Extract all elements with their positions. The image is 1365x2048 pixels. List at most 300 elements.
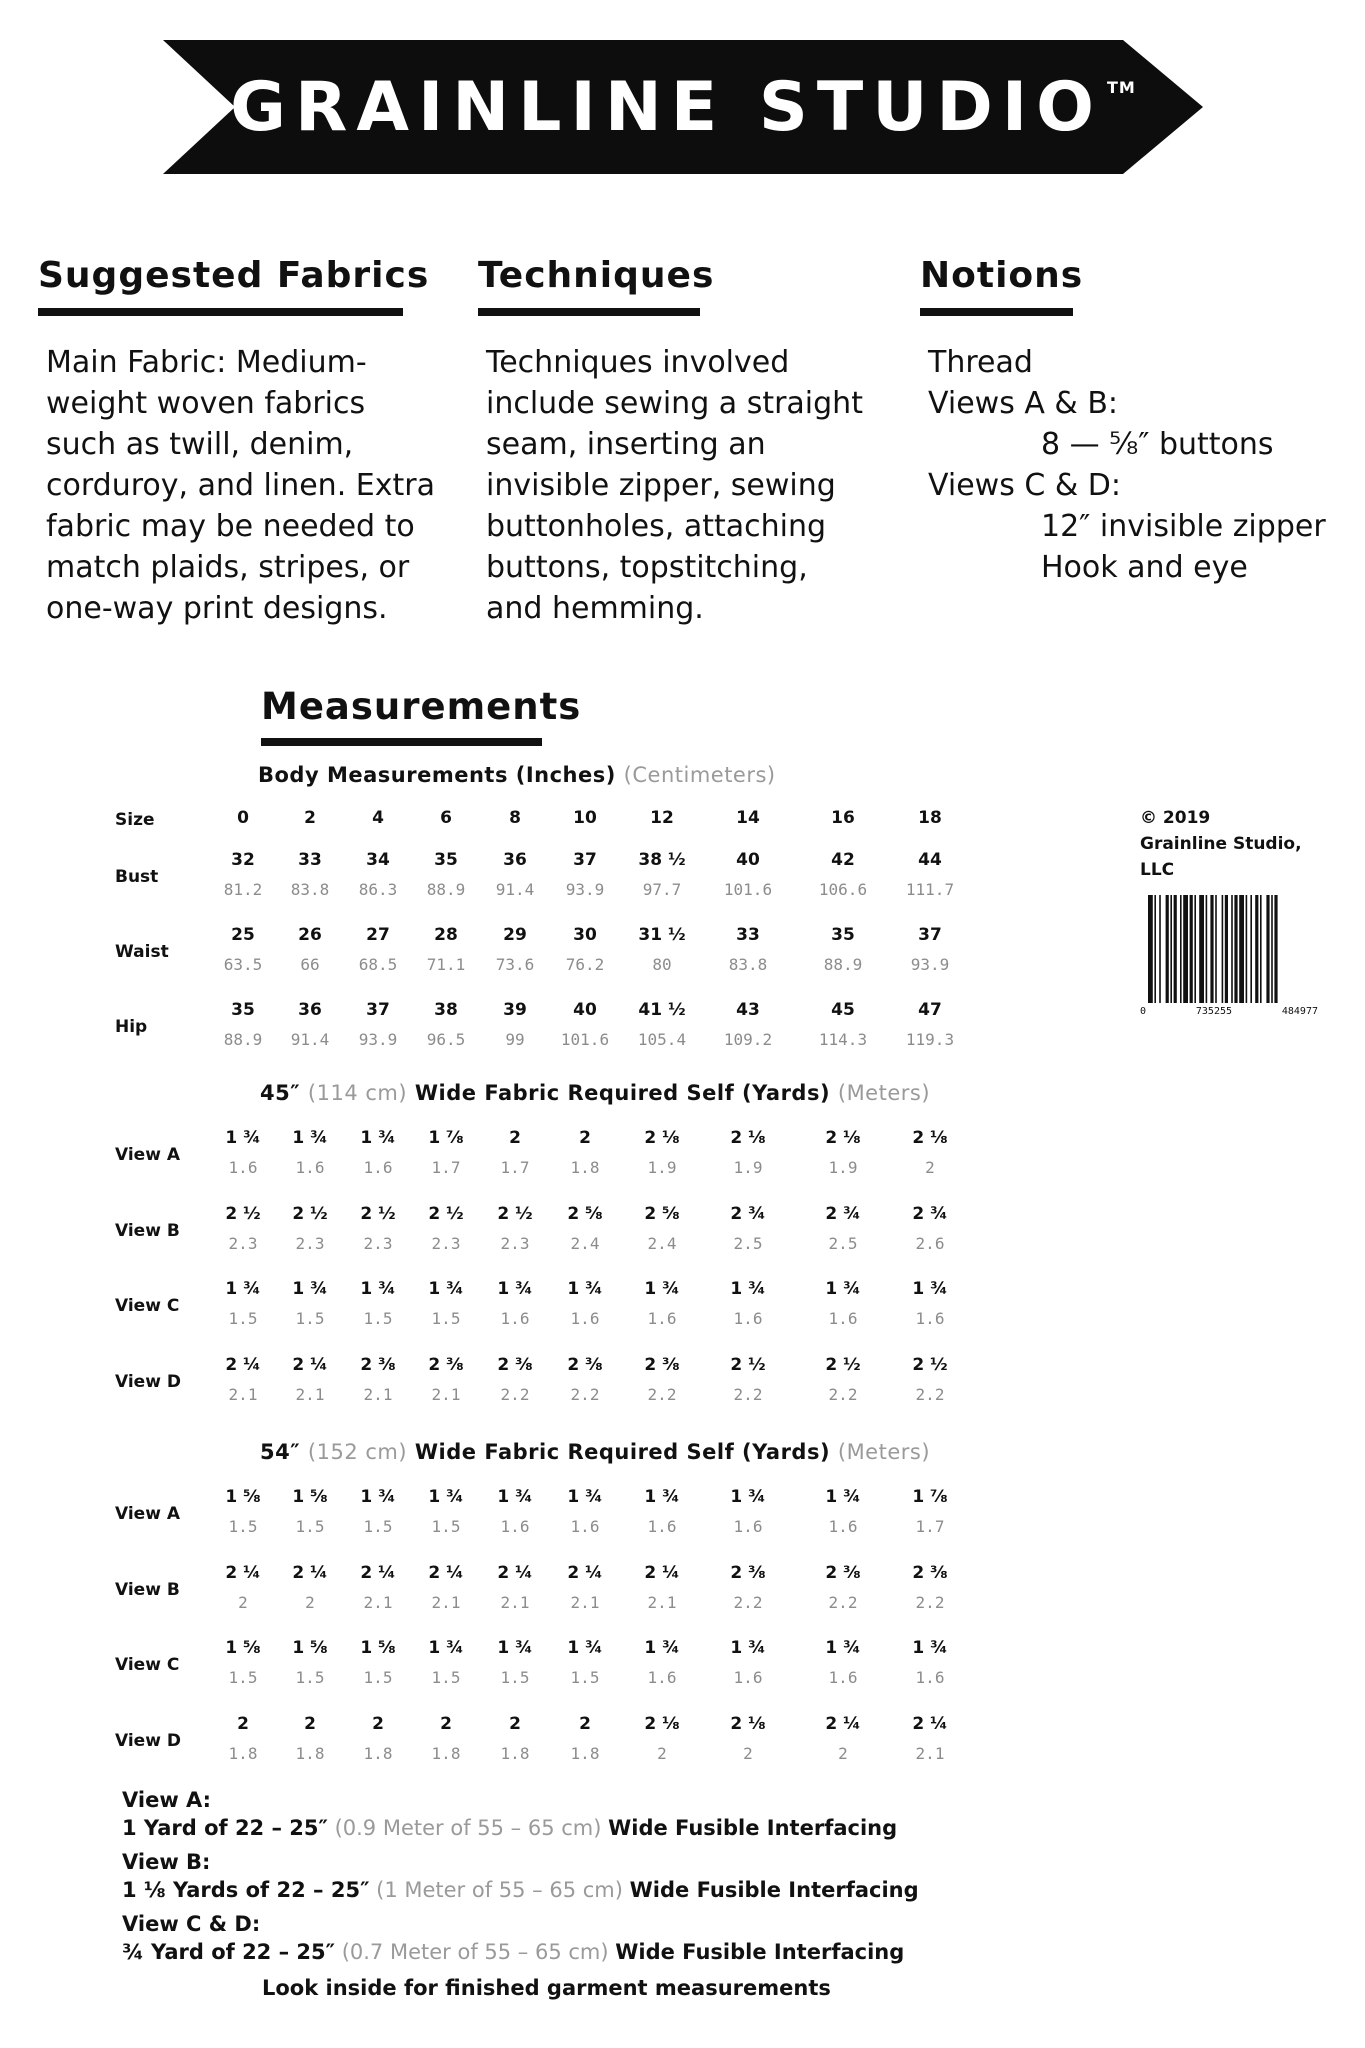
- body-measurement-row-secondary-cell: 101.6: [723, 880, 773, 899]
- fabric-54-row-primary-cell: 1 ¾: [644, 1638, 680, 1658]
- fabric-45-row-secondary-cell: 2.2: [570, 1384, 600, 1404]
- fabric-45-row-label: View C: [115, 1296, 180, 1316]
- fabric-54-row-primary-cell: 2 ⅜: [730, 1562, 766, 1583]
- fabric-45-row-primary-cell: 1 ⅞: [428, 1128, 464, 1148]
- fabric-45-row-secondary-cell: 1.6: [500, 1309, 530, 1328]
- body-measurement-row-primary-cell: 36: [298, 1000, 322, 1020]
- suggested-fabrics-heading: Suggested Fabrics: [38, 255, 430, 296]
- fabric-54-row-primary-cell: 1 ¾: [825, 1638, 861, 1658]
- body-measurement-row-primary-cell: 27: [366, 925, 390, 945]
- fabric-54-row-primary-cell: 2 ¼: [360, 1562, 396, 1583]
- notions-item: 8 — ⅝″ buttons: [1041, 427, 1274, 462]
- fabric-45-row-secondary-cell: 1.9: [647, 1158, 677, 1177]
- fabric-45-row-secondary-cell: 2.5: [828, 1233, 858, 1253]
- fabric-54-row-primary-cell: 2: [579, 1713, 591, 1734]
- techniques-text-line: Techniques involved: [486, 345, 790, 380]
- fabric-45-row-primary-cell: 2 ⅛: [644, 1128, 680, 1148]
- interfacing-line: [122, 1814, 919, 1842]
- fabric-45-row-primary-cell: 1 ¾: [360, 1279, 396, 1299]
- barcode-digits-left: 735255: [1195, 1006, 1233, 1017]
- fabric-45-title: [260, 1081, 930, 1105]
- fabric-45-row-secondary-cell: 2.2: [647, 1384, 677, 1404]
- body-measurement-row-secondary-cell: 93.9: [565, 880, 605, 899]
- fabric-45-row-primary-cell: 1 ¾: [567, 1279, 603, 1299]
- body-measurement-row-secondary-cell: 63.5: [223, 955, 263, 974]
- heading-underline: [261, 738, 542, 746]
- fabric-54-row-secondary-cell: 1.5: [431, 1517, 461, 1536]
- notions-list: [920, 342, 1326, 588]
- fabric-45-row-primary-cell: 1 ¾: [292, 1128, 328, 1148]
- fabric-45-row-label: View A: [115, 1145, 180, 1165]
- fabric-54-row-secondary-cell: 1.8: [500, 1743, 530, 1763]
- fabric-54-row-label: View D: [115, 1730, 181, 1751]
- fabric-45-row-primary-cell: 1 ¾: [497, 1279, 533, 1299]
- fabric-54-row-primary-cell: 1 ¾: [428, 1638, 464, 1658]
- fabric-54-row-primary-cell: 1 ¾: [567, 1638, 603, 1658]
- interfacing-view-label: View A:: [122, 1788, 212, 1812]
- body-measurements-title-text: Body Measurements (Inches): [258, 763, 616, 787]
- fabric-45-row-secondary-cell: 2.2: [915, 1384, 945, 1404]
- fabric-45-row-primary-cell: 2 ⅛: [912, 1128, 948, 1148]
- fabric-45-row-primary-cell: 2 ⅜: [428, 1354, 464, 1375]
- fabric-54-width: 54″: [260, 1440, 301, 1464]
- fabric-45-row-secondary-cell: 1.9: [733, 1158, 763, 1177]
- brand-name: GRAINLINE STUDIO: [230, 67, 1103, 147]
- fabric-54-row-primary-cell: 1 ¾: [730, 1487, 766, 1507]
- fabrics-text-line: Main Fabric: Medium-: [46, 345, 367, 380]
- body-measurement-row-secondary-cell: 86.3: [358, 880, 398, 899]
- fabric-54-row-secondary-cell: 1.5: [295, 1517, 325, 1536]
- suggested-fabrics-text: [38, 342, 435, 629]
- fabric-45-row-primary-cell: 2 ⅜: [360, 1354, 396, 1375]
- fabric-45-row-secondary-cell: 1.9: [828, 1158, 858, 1177]
- fabric-45-row-primary-cell: 2 ⅜: [497, 1354, 533, 1375]
- fabric-54-row-primary-cell: 1 ¾: [567, 1487, 603, 1507]
- body-measurement-row-secondary-cell: 76.2: [565, 955, 605, 974]
- fabric-54-row-secondary-cell: 2: [657, 1743, 667, 1763]
- fabric-54-row-secondary-cell: 2.2: [828, 1592, 858, 1612]
- fabric-45-row-secondary-cell: 1.7: [500, 1158, 530, 1177]
- fabric-54-row-secondary-cell: 1.8: [431, 1743, 461, 1763]
- fabric-54-row-secondary-cell: 1.5: [363, 1668, 393, 1687]
- body-measurement-row-primary-cell: 34: [366, 850, 390, 870]
- body-measurement-row-primary-cell: 36: [503, 850, 527, 870]
- body-measurement-row-secondary-cell: 81.2: [223, 880, 263, 899]
- fabric-54-row-primary-cell: 2 ⅜: [825, 1562, 861, 1583]
- fabric-54-row-primary-cell: 2 ¼: [497, 1562, 533, 1583]
- body-measurement-row-primary-cell: 44: [918, 850, 942, 870]
- copyright-year: © 2019: [1140, 808, 1211, 828]
- fabric-54-row-primary-cell: 1 ⅝: [292, 1487, 328, 1507]
- body-measurement-row-primary-cell: 39: [503, 1000, 527, 1020]
- fabric-54-title-alt: (Meters): [837, 1440, 931, 1464]
- body-measurement-row-primary-cell: 33: [298, 850, 322, 870]
- fabric-54-row-secondary-cell: 1.6: [828, 1668, 858, 1687]
- fabric-54-row-label: View C: [115, 1655, 180, 1675]
- fabric-45-row-primary-cell: 2 ½: [825, 1354, 861, 1375]
- body-measurement-row-secondary-cell: 111.7: [905, 880, 955, 899]
- body-measurement-row-secondary-cell: 91.4: [290, 1030, 330, 1049]
- interfacing-amount: 1 ⅛ Yards of 22 – 25″: [122, 1878, 370, 1902]
- fabric-45-row-secondary-cell: 1.5: [363, 1309, 393, 1328]
- body-measurement-row-secondary-cell: 96.5: [426, 1030, 466, 1049]
- fabric-45-row-primary-cell: 2 ¾: [730, 1203, 766, 1224]
- fabric-54-row-primary-cell: 2: [509, 1713, 521, 1734]
- techniques-heading: Techniques: [478, 255, 715, 296]
- body-measurement-row-secondary-cell: 109.2: [723, 1030, 773, 1049]
- body-measurement-row-secondary-cell: 66: [300, 955, 320, 974]
- heading-underline: [920, 308, 1073, 316]
- fabric-45-row-secondary-cell: 2: [925, 1158, 935, 1177]
- body-measurement-row-primary-cell: 26: [298, 925, 322, 945]
- body-measurement-row-primary-cell: 37: [366, 1000, 390, 1020]
- barcode-image: [1148, 895, 1310, 1013]
- body-measurement-row-primary-cell: 35: [831, 925, 855, 945]
- interfacing-line: [122, 1876, 919, 1904]
- fabrics-text-line: match plaids, stripes, or: [46, 550, 410, 585]
- fabric-54-row-secondary-cell: 2: [305, 1592, 315, 1612]
- fabric-54-row-primary-cell: 2: [440, 1713, 452, 1734]
- fabric-45-row-secondary-cell: 2.2: [828, 1384, 858, 1404]
- body-measurement-row-primary-cell: 33: [736, 925, 760, 945]
- notions-section: [920, 255, 1326, 588]
- brand-title: [163, 40, 1203, 174]
- interfacing-amount: ¾ Yard of 22 – 25″: [122, 1940, 336, 1964]
- fabric-45-row-secondary-cell: 2.3: [500, 1233, 530, 1253]
- fabric-45-row-secondary-cell: 1.6: [733, 1309, 763, 1328]
- fabric-54-row-secondary-cell: 2.1: [500, 1592, 530, 1612]
- copyright-owner-suffix: LLC: [1140, 860, 1175, 880]
- fabric-45-row-secondary-cell: 2.1: [431, 1384, 461, 1404]
- fabric-45-row-secondary-cell: 2.3: [228, 1233, 258, 1253]
- fabric-45-row-primary-cell: 2 ½: [497, 1203, 533, 1224]
- body-measurement-row-primary-cell: 32: [231, 850, 255, 870]
- interfacing-amount-metric: (1 Meter of 55 – 65 cm): [369, 1878, 630, 1902]
- fabric-45-row-primary-cell: 2: [509, 1128, 521, 1148]
- size-header-cell: 6: [440, 808, 452, 828]
- body-measurement-row-label: Waist: [115, 942, 169, 962]
- fabric-54-row-secondary-cell: 1.8: [570, 1743, 600, 1763]
- body-measurement-row-secondary-cell: 106.6: [818, 880, 868, 899]
- fabric-45-row-secondary-cell: 2.1: [363, 1384, 393, 1404]
- fabric-54-row-label: View A: [115, 1504, 180, 1524]
- fabric-54-row-primary-cell: 2: [304, 1713, 316, 1734]
- fabric-45-row-secondary-cell: 2.2: [733, 1384, 763, 1404]
- suggested-fabrics-section: [38, 255, 435, 629]
- notions-item: Thread: [928, 345, 1033, 380]
- fabric-54-row-secondary-cell: 1.6: [733, 1668, 763, 1687]
- body-measurement-row-primary-cell: 25: [231, 925, 255, 945]
- body-measurement-row-secondary-cell: 119.3: [905, 1030, 955, 1049]
- fabric-54-row-primary-cell: 1 ¾: [912, 1638, 948, 1658]
- size-header-cell: 18: [918, 808, 942, 828]
- fabric-45-row-primary-cell: 2 ½: [428, 1203, 464, 1224]
- fabrics-text-line: such as twill, denim,: [46, 427, 354, 462]
- trademark-mark: TM: [1106, 78, 1136, 97]
- fabric-45-row-primary-cell: 2 ⅛: [730, 1128, 766, 1148]
- fabric-45-row-primary-cell: 2 ⅝: [567, 1203, 603, 1224]
- fabrics-text-line: one-way print designs.: [46, 591, 388, 626]
- fabric-45-row-primary-cell: 2 ½: [912, 1354, 948, 1375]
- body-measurement-row-secondary-cell: 105.4: [637, 1030, 687, 1049]
- fabric-54-row-primary-cell: 1 ¾: [825, 1487, 861, 1507]
- fabric-54-row-secondary-cell: 2.1: [915, 1743, 945, 1763]
- size-header-cell: 4: [372, 808, 384, 828]
- fabric-54-row-primary-cell: 1 ¾: [428, 1487, 464, 1507]
- fabric-54-row-primary-cell: 1 ¾: [497, 1638, 533, 1658]
- fabric-45-row-primary-cell: 1 ¾: [730, 1279, 766, 1299]
- fabric-45-row-primary-cell: 1 ¾: [225, 1128, 261, 1148]
- fabric-45-row-primary-cell: 1 ¾: [825, 1279, 861, 1299]
- fabric-54-row-primary-cell: 2 ¼: [825, 1713, 861, 1734]
- fabric-54-row-secondary-cell: 1.5: [228, 1668, 258, 1687]
- body-measurement-row-secondary-cell: 93.9: [910, 955, 950, 974]
- fabric-45-row-secondary-cell: 1.6: [295, 1158, 325, 1177]
- interfacing-requirements: [122, 1780, 919, 1966]
- fabric-45-row-primary-cell: 2: [579, 1128, 591, 1148]
- techniques-text-line: include sewing a straight: [486, 386, 863, 421]
- fabric-54-row-secondary-cell: 1.6: [915, 1668, 945, 1687]
- heading-underline: [38, 308, 403, 316]
- fabric-54-row-primary-cell: 2 ⅛: [730, 1713, 766, 1734]
- fabric-54-row-secondary-cell: 2.1: [431, 1592, 461, 1612]
- fabric-45-row-primary-cell: 1 ¾: [912, 1279, 948, 1299]
- body-measurement-row-primary-cell: 31 ½: [638, 925, 686, 945]
- body-measurement-row-label: Bust: [115, 867, 159, 887]
- fabric-54-row-primary-cell: 1 ⅝: [225, 1638, 261, 1658]
- fabric-54-row-secondary-cell: 1.8: [228, 1743, 258, 1763]
- fabric-45-row-primary-cell: 1 ¾: [360, 1128, 396, 1148]
- fabric-45-row-primary-cell: 1 ¾: [292, 1279, 328, 1299]
- fabric-54-row-primary-cell: 1 ⅝: [225, 1487, 261, 1507]
- notions-item: Hook and eye: [1041, 550, 1248, 585]
- fabric-45-row-secondary-cell: 2.4: [570, 1233, 600, 1253]
- fabric-45-row-secondary-cell: 2.3: [363, 1233, 393, 1253]
- barcode-digits: [1140, 1006, 1318, 1017]
- fabric-45-row-primary-cell: 1 ¾: [225, 1279, 261, 1299]
- body-measurement-row-primary-cell: 41 ½: [638, 1000, 686, 1020]
- notions-item: Views A & B:: [928, 386, 1119, 421]
- copyright-owner: Grainline Studio,: [1140, 834, 1302, 854]
- barcode-digits-right: 484977: [1281, 1006, 1318, 1017]
- fabric-45-row-secondary-cell: 1.6: [828, 1309, 858, 1328]
- body-measurements-title-alt: (Centimeters): [623, 763, 776, 787]
- interfacing-amount-metric: (0.7 Meter of 55 – 65 cm): [335, 1940, 616, 1964]
- fabric-45-row-label: View B: [115, 1220, 180, 1241]
- techniques-text-line: and hemming.: [486, 591, 704, 626]
- size-header-cell: 10: [573, 808, 597, 828]
- fabric-45-row-secondary-cell: 1.8: [570, 1158, 600, 1177]
- techniques-section: [478, 255, 863, 629]
- header-banner: [163, 40, 1203, 174]
- fabric-54-row-secondary-cell: 2.1: [363, 1592, 393, 1612]
- fabrics-text-line: corduroy, and linen. Extra: [46, 468, 435, 503]
- fabric-54-row-primary-cell: 2 ¼: [644, 1562, 680, 1583]
- fabric-45-title-alt: (Meters): [837, 1081, 931, 1105]
- fabric-54-row-primary-cell: 2 ¼: [292, 1562, 328, 1583]
- body-measurement-row-secondary-cell: 88.9: [823, 955, 863, 974]
- size-header-cell: 8: [509, 808, 521, 828]
- fabric-54-row-secondary-cell: 1.5: [228, 1517, 258, 1536]
- body-measurement-row-primary-cell: 37: [573, 850, 597, 870]
- fabric-45-row-primary-cell: 2 ⅝: [644, 1203, 680, 1224]
- fabric-54-width-cm: (152 cm): [307, 1440, 408, 1464]
- size-header-cell: 12: [650, 808, 674, 828]
- interfacing-view-label: View B:: [122, 1850, 211, 1874]
- fabric-54-row-secondary-cell: 1.5: [363, 1517, 393, 1536]
- body-measurement-row-secondary-cell: 97.7: [642, 880, 682, 899]
- fabric-54-row-secondary-cell: 1.5: [570, 1668, 600, 1687]
- fabric-54-row-secondary-cell: 1.6: [828, 1517, 858, 1536]
- body-measurement-row-primary-cell: 42: [831, 850, 855, 870]
- fabric-54-row-secondary-cell: 2.2: [915, 1592, 945, 1612]
- size-header-cell: 16: [831, 808, 855, 828]
- copyright-block: [1140, 805, 1330, 883]
- fabric-54-row-primary-cell: 1 ¾: [644, 1487, 680, 1507]
- body-measurement-row-primary-cell: 38: [434, 1000, 458, 1020]
- size-header-cell: 0: [237, 808, 249, 828]
- fabric-45-row-secondary-cell: 2.5: [733, 1233, 763, 1253]
- fabric-45-row-secondary-cell: 1.5: [431, 1309, 461, 1328]
- fabric-54-row-secondary-cell: 1.5: [431, 1668, 461, 1687]
- fabric-54-row-primary-cell: 2 ¼: [567, 1562, 603, 1583]
- fabric-54-row-primary-cell: 1 ¾: [497, 1487, 533, 1507]
- body-measurement-row-primary-cell: 45: [831, 1000, 855, 1020]
- fabric-45-row-secondary-cell: 2.3: [431, 1233, 461, 1253]
- heading-underline: [478, 308, 700, 316]
- fabric-45-row-secondary-cell: 1.5: [295, 1309, 325, 1328]
- fabric-54-row-secondary-cell: 2: [743, 1743, 753, 1763]
- fabric-45-row-primary-cell: 2 ⅜: [644, 1354, 680, 1375]
- body-measurement-row-primary-cell: 40: [736, 850, 760, 870]
- fabric-45-row-primary-cell: 1 ¾: [644, 1279, 680, 1299]
- interfacing-amount: 1 Yard of 22 – 25″: [122, 1816, 328, 1840]
- notions-heading: Notions: [920, 255, 1084, 296]
- body-measurement-row-primary-cell: 29: [503, 925, 527, 945]
- body-measurement-row-secondary-cell: 91.4: [495, 880, 535, 899]
- fabric-54-row-secondary-cell: 1.8: [363, 1743, 393, 1763]
- fabric-45-row-secondary-cell: 1.6: [915, 1309, 945, 1328]
- body-measurement-row-primary-cell: 37: [918, 925, 942, 945]
- body-measurement-row-primary-cell: 35: [434, 850, 458, 870]
- fabric-45-row-primary-cell: 2 ¼: [225, 1354, 261, 1375]
- fabric-54-title-text: Wide Fabric Required Self (Yards): [414, 1440, 831, 1464]
- fabric-54-row-secondary-cell: 1.7: [915, 1517, 945, 1536]
- fabric-54-row-primary-cell: 2: [372, 1713, 384, 1734]
- fabric-54-row-secondary-cell: 2.1: [647, 1592, 677, 1612]
- techniques-text-line: buttonholes, attaching: [486, 509, 827, 544]
- techniques-text-line: seam, inserting an: [486, 427, 766, 462]
- body-measurement-row-secondary-cell: 101.6: [560, 1030, 610, 1049]
- fabric-54-row-secondary-cell: 2.2: [733, 1592, 763, 1612]
- fabric-45-row-secondary-cell: 1.6: [570, 1309, 600, 1328]
- fabric-54-row-label: View B: [115, 1579, 180, 1600]
- fabric-54-row-primary-cell: 1 ⅝: [292, 1638, 328, 1658]
- fabric-45-title-text: Wide Fabric Required Self (Yards): [414, 1081, 831, 1105]
- fabric-54-row-primary-cell: 1 ¾: [730, 1638, 766, 1658]
- body-measurement-row-primary-cell: 35: [231, 1000, 255, 1020]
- fabric-45-row-primary-cell: 2 ¾: [825, 1203, 861, 1224]
- barcode-digit-prefix: 0: [1140, 1006, 1147, 1017]
- size-header-cell: 2: [304, 808, 316, 828]
- body-measurement-row-secondary-cell: 88.9: [426, 880, 466, 899]
- body-measurement-row-primary-cell: 40: [573, 1000, 597, 1020]
- size-header-cell: 14: [736, 808, 760, 828]
- fabric-54-row-secondary-cell: 1.6: [733, 1517, 763, 1536]
- fabric-45-row-secondary-cell: 2.2: [500, 1384, 530, 1404]
- fabric-54-row-primary-cell: 1 ⅝: [360, 1638, 396, 1658]
- notions-item: Views C & D:: [928, 468, 1121, 503]
- fabric-54-row-secondary-cell: 1.6: [647, 1517, 677, 1536]
- body-measurement-row-secondary-cell: 88.9: [223, 1030, 263, 1049]
- fabrics-text-line: weight woven fabrics: [46, 386, 366, 421]
- fabric-54-row-secondary-cell: 1.6: [500, 1517, 530, 1536]
- body-measurement-row-secondary-cell: 83.8: [728, 955, 768, 974]
- fabric-54-row-primary-cell: 1 ⅞: [912, 1487, 948, 1507]
- body-measurement-row-secondary-cell: 83.8: [290, 880, 330, 899]
- footer-note: Look inside for finished garment measurements: [262, 1976, 831, 2000]
- fabric-45-row-secondary-cell: 2.4: [647, 1233, 677, 1253]
- fabric-54-row-primary-cell: 1 ¾: [360, 1487, 396, 1507]
- interfacing-type: Wide Fusible Interfacing: [615, 1940, 905, 1964]
- fabric-54-row-primary-cell: 2 ⅜: [912, 1562, 948, 1583]
- fabric-45-row-primary-cell: 2 ¼: [292, 1354, 328, 1375]
- interfacing-amount-metric: (0.9 Meter of 55 – 65 cm): [327, 1816, 609, 1840]
- techniques-text: [478, 342, 863, 629]
- fabric-45-row-primary-cell: 1 ¾: [428, 1279, 464, 1299]
- fabric-45-width: 45″: [260, 1081, 301, 1105]
- fabric-54-row-secondary-cell: 1.6: [570, 1517, 600, 1536]
- fabric-45-width-cm: (114 cm): [307, 1081, 408, 1105]
- fabric-54-row-secondary-cell: 1.5: [500, 1668, 530, 1687]
- interfacing-view-label: View C & D:: [122, 1912, 261, 1936]
- body-measurement-row-secondary-cell: 73.6: [495, 955, 535, 974]
- body-measurement-row-primary-cell: 28: [434, 925, 458, 945]
- fabric-45-row-secondary-cell: 1.7: [431, 1158, 461, 1177]
- fabric-45-row-secondary-cell: 2.3: [295, 1233, 325, 1253]
- fabric-45-row-secondary-cell: 1.5: [228, 1309, 258, 1328]
- fabric-54-row-secondary-cell: 2: [838, 1743, 848, 1763]
- interfacing-type: Wide Fusible Interfacing: [629, 1878, 919, 1902]
- fabric-54-row-primary-cell: 2 ⅛: [644, 1713, 680, 1734]
- techniques-text-line: buttons, topstitching,: [486, 550, 808, 585]
- fabric-45-row-primary-cell: 2 ½: [730, 1354, 766, 1375]
- fabric-45-row-secondary-cell: 2.1: [228, 1384, 258, 1404]
- fabric-54-row-primary-cell: 2: [237, 1713, 249, 1734]
- fabric-45-row-secondary-cell: 2.1: [295, 1384, 325, 1404]
- fabric-45-row-secondary-cell: 1.6: [228, 1158, 258, 1177]
- body-measurement-row-secondary-cell: 71.1: [426, 955, 466, 974]
- body-measurements-title: [258, 763, 776, 787]
- notions-item: 12″ invisible zipper: [1041, 509, 1326, 544]
- fabric-45-row-secondary-cell: 1.6: [647, 1309, 677, 1328]
- measurements-section-heading: [261, 685, 581, 746]
- size-row-label: Size: [115, 810, 155, 830]
- fabric-45-row-label: View D: [115, 1371, 181, 1392]
- fabric-45-row-secondary-cell: 1.6: [363, 1158, 393, 1177]
- fabric-54-title: [260, 1440, 930, 1464]
- fabric-45-row-primary-cell: 2 ¾: [912, 1203, 948, 1224]
- interfacing-line: [122, 1938, 919, 1966]
- fabric-54-row-primary-cell: 2 ¼: [225, 1562, 261, 1583]
- techniques-text-line: invisible zipper, sewing: [486, 468, 836, 503]
- fabric-54-row-primary-cell: 2 ¼: [428, 1562, 464, 1583]
- fabric-45-row-primary-cell: 2 ⅜: [567, 1354, 603, 1375]
- body-measurement-row-secondary-cell: 68.5: [358, 955, 398, 974]
- fabrics-text-line: fabric may be needed to: [46, 509, 415, 544]
- body-measurement-row-primary-cell: 47: [918, 1000, 942, 1020]
- fabric-54-row-secondary-cell: 1.8: [295, 1743, 325, 1763]
